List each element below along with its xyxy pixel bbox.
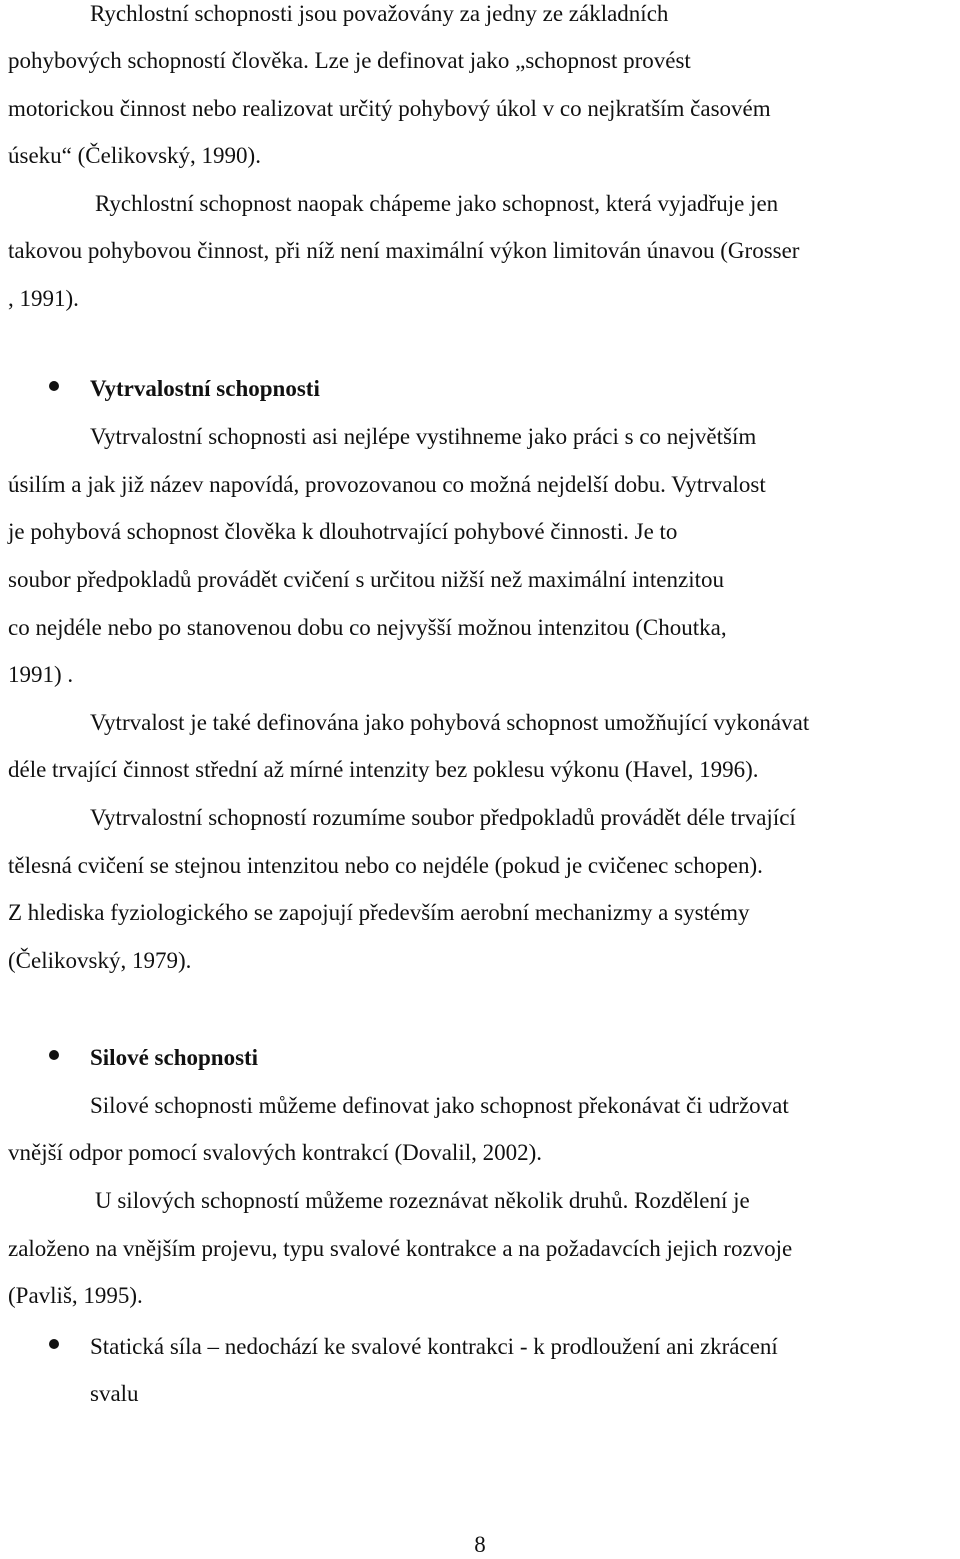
- strength-line-4: založeno na vnějším projevu, typu svalové kontrakce a na požadavcích jejich rozvoje: [8, 1236, 793, 1261]
- bullet-icon: [49, 381, 59, 391]
- speed-line-1: Rychlostní schopnosti jsou považovány za jedny ze základních: [90, 1, 669, 26]
- endurance-line-9: Vytrvalostní schopností rozumíme soubor předpokladů provádět déle trvající: [90, 805, 796, 830]
- endurance-line-2: úsilím a jak již název napovídá, provozovanou co možná nejdelší dobu. Vytrvalost: [8, 472, 766, 497]
- speed-line-4: úseku“ (Čelikovský, 1990).: [8, 143, 261, 168]
- endurance-line-1: Vytrvalostní schopnosti asi nejlépe vystihneme jako práci s co největším: [90, 424, 757, 449]
- speed-line-5: Rychlostní schopnost naopak chápeme jako schopnost, která vyjadřuje jen: [95, 191, 779, 216]
- endurance-line-5: co nejdéle nebo po stanovenou dobu co nejvyšší možnou intenzitou (Choutka,: [8, 615, 727, 640]
- endurance-line-6: 1991) .: [8, 662, 74, 687]
- speed-line-6: takovou pohybovou činnost, při níž není maximální výkon limitován únavou (Grosser: [8, 238, 800, 263]
- endurance-line-12: (Čelikovský, 1979).: [8, 948, 192, 973]
- bullet-icon: [49, 1050, 59, 1060]
- strength-line-1: Silové schopnosti můžeme definovat jako schopnost překonávat či udržovat: [90, 1093, 789, 1118]
- endurance-line-11: Z hlediska fyziologického se zapojují především aerobní mechanizmy a systémy: [8, 900, 750, 925]
- endurance-line-4: soubor předpokladů provádět cvičení s určitou nižší než maximální intenzitou: [8, 567, 724, 592]
- speed-line-7: , 1991).: [8, 286, 79, 311]
- endurance-line-8: déle trvající činnost střední až mírné intenzity bez poklesu výkonu (Havel, 1996).: [8, 757, 759, 782]
- speed-line-2: pohybových schopností člověka. Lze je definovat jako „schopnost provést: [8, 48, 691, 73]
- endurance-heading: Vytrvalostní schopnosti: [90, 376, 320, 401]
- endurance-line-7: Vytrvalost je také definována jako pohybová schopnost umožňující vykonávat: [90, 710, 810, 735]
- bullet-icon: [49, 1339, 59, 1349]
- strength-heading: Silové schopnosti: [90, 1045, 259, 1070]
- endurance-line-3: je pohybová schopnost člověka k dlouhotrvající pohybové činnosti. Je to: [8, 519, 678, 544]
- endurance-line-10: tělesná cvičení se stejnou intenzitou nebo co nejdéle (pokud je cvičenec schopen).: [8, 853, 763, 878]
- strength-line-3: U silových schopností můžeme rozeznávat několik druhů. Rozdělení je: [95, 1188, 750, 1213]
- static-strength-line-1: Statická síla – nedochází ke svalové kontrakci - k prodloužení ani zkrácení: [90, 1334, 778, 1359]
- strength-line-2: vnější odpor pomocí svalových kontrakcí (Dovalil, 2002).: [8, 1140, 543, 1165]
- speed-line-3: motorickou činnost nebo realizovat určitý pohybový úkol v co nejkratším časovém: [8, 96, 771, 121]
- strength-line-5: (Pavliš, 1995).: [8, 1283, 143, 1308]
- page-number: 8: [474, 1532, 486, 1557]
- static-strength-line-2: svalu: [90, 1381, 139, 1406]
